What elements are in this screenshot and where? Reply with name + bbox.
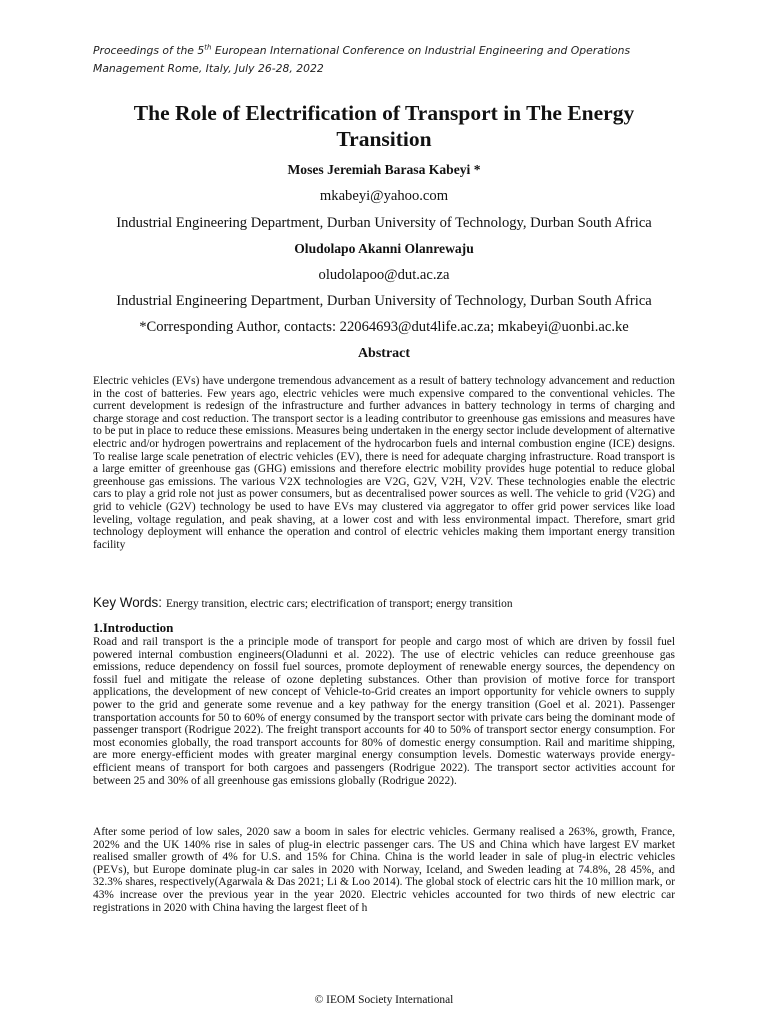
page-footer: © IEOM Society International [314, 994, 454, 1006]
header-line-1: Proceedings of the 5th European International Conference on Industrial Engineering and Operations [93, 43, 631, 57]
abstract-heading: Abstract [357, 346, 411, 361]
intro-paragraph-2: After some period of low sales, 2020 saw a boom in sales for electric vehicles. Germany realised a 263%, growth, France, 202% and the UK 140% rise in sales of plug-in electric passenger cars. The US and China which have largest EV market realised smaller growth of 4% for U.S. and 15% for China. China is the world leader in sale of plug-in electric vehicles (PEVs), but Europe dominate plug-in car sales in 2020 with Norway, Iceland, and Sweden leading at 74.8%, 28 45%, and 32.3% shares, respectively(Agarwala & Das 2021; Li & Loo 2014). The global stock of electric cars hit the 10 million mark, or 43% increase over the previous year in the year 2020. Electric vehicles accounted for two thirds of new electric car registrations in 2020 with China having the largest fleet of h [93, 826, 675, 914]
author-name-2: Oludolapo Akanni Olanrewaju [294, 241, 474, 256]
intro-paragraph-1: Road and rail transport is the a principle mode of transport for people and cargo most of which are driven by fossil fuel powered internal combustion engineers(Oladunni et al. 2022). The use of electric vehicles can reduce greenhouse gas emissions, reduce dependency on fossil fuel sources, promote deployment of renewable energy sources, the dependency on fossil fuel and mitigate the release of ozone depleting substances. Other than provision of motive force for transport applications, the development of new concept of Vehicle-to-Grid creates an import opportunity for vehicle owners to supply power to the grid and generate some revenue and a key pathway for the energy transition (Goel et al. 2021). Passenger transportation accounts for 50 to 60% of energy consumed by the transport sector with private cars being the dominant mode of passenger transport (Rodrigue 2022). The freight transport accounts for 40 to 50% of transport sector energy consumption. For most economies globally, the road transport accounts for 80% of domestic energy consumption. Rail and maritime shipping, are more energy-efficient modes with greater marginal energy consumption levels. Domestic waterways provide energy-efficient means of transport for both cargoes and passengers (Rodrigue 2022). The transport sector activities account for between 25 and 30% of all greenhouse gas emissions globally (Rodrigue 2022). [93, 636, 675, 787]
keywords-label: Key Words: [93, 595, 162, 610]
author-affiliation-2: Industrial Engineering Department, Durban University of Technology, Durban South Africa [116, 293, 652, 309]
keywords-text: Energy transition, electric cars; electrification of transport; energy transition [165, 598, 513, 610]
ordinal-superscript: th [204, 43, 212, 52]
paper-title: The Role of Electrification of Transport in The Energy Transition [133, 101, 635, 151]
author-affiliation-1: Industrial Engineering Department, Durban University of Technology, Durban South Africa [116, 215, 652, 231]
section-heading-introduction: 1.Introduction [93, 620, 174, 635]
author-email-1: mkabeyi@yahoo.com [319, 188, 449, 204]
author-email-2: oludolapoo@dut.ac.za [318, 267, 450, 283]
header-line-2: Management Rome, Italy, July 26-28, 2022 [93, 62, 324, 75]
keywords [93, 594, 693, 612]
proceedings-header [93, 42, 693, 78]
abstract-text: Electric vehicles (EVs) have undergone tremendous advancement as a result of battery technology advancement and reduction in the cost of batteries. Few years ago, electric vehicles were much expensive compared to the conventional vehicles. The current development is redesign of the infrastructure and further advances in battery technology in terms of charging and charge storage and cost reduction. The transport sector is a leading contributor to greenhouse gas emissions and measures have to be put in place to reduce these emissions. Measures being undertaken in the energy sector include development of alternative electric and/or hydrogen powertrains and replacement of the hydrocarbon fuels and internal combustion engine (ICE) designs. To realise large scale penetration of electric vehicles (EV), there is need for adequate charging infrastructure. Road transport is a large emitter of greenhouse gas (GHG) emissions and therefore electric mobility provides huge potential to reduce global greenhouse gas emissions. The various V2X technologies are V2G, G2V, V2H, V2V. These technologies enable the electric cars to play a grid role not just as power consumers, but as decentralised power sources as well. The vehicle to grid (V2G) and grid to vehicle (G2V) technology be used to have EVs may clustered via aggregator to offer grid power services like load leveling, voltage regulation, and peak shaving, at a lower cost and with less environmental impact. Therefore, smart grid technology deployment will enhance the operation and control of electric vehicles making them important energy transition facility [93, 375, 675, 551]
author-name-1: Moses Jeremiah Barasa Kabeyi * [287, 162, 481, 177]
corresponding-author: *Corresponding Author, contacts: 22064693@dut4life.ac.za; mkabeyi@uonbi.ac.ke [139, 319, 629, 335]
